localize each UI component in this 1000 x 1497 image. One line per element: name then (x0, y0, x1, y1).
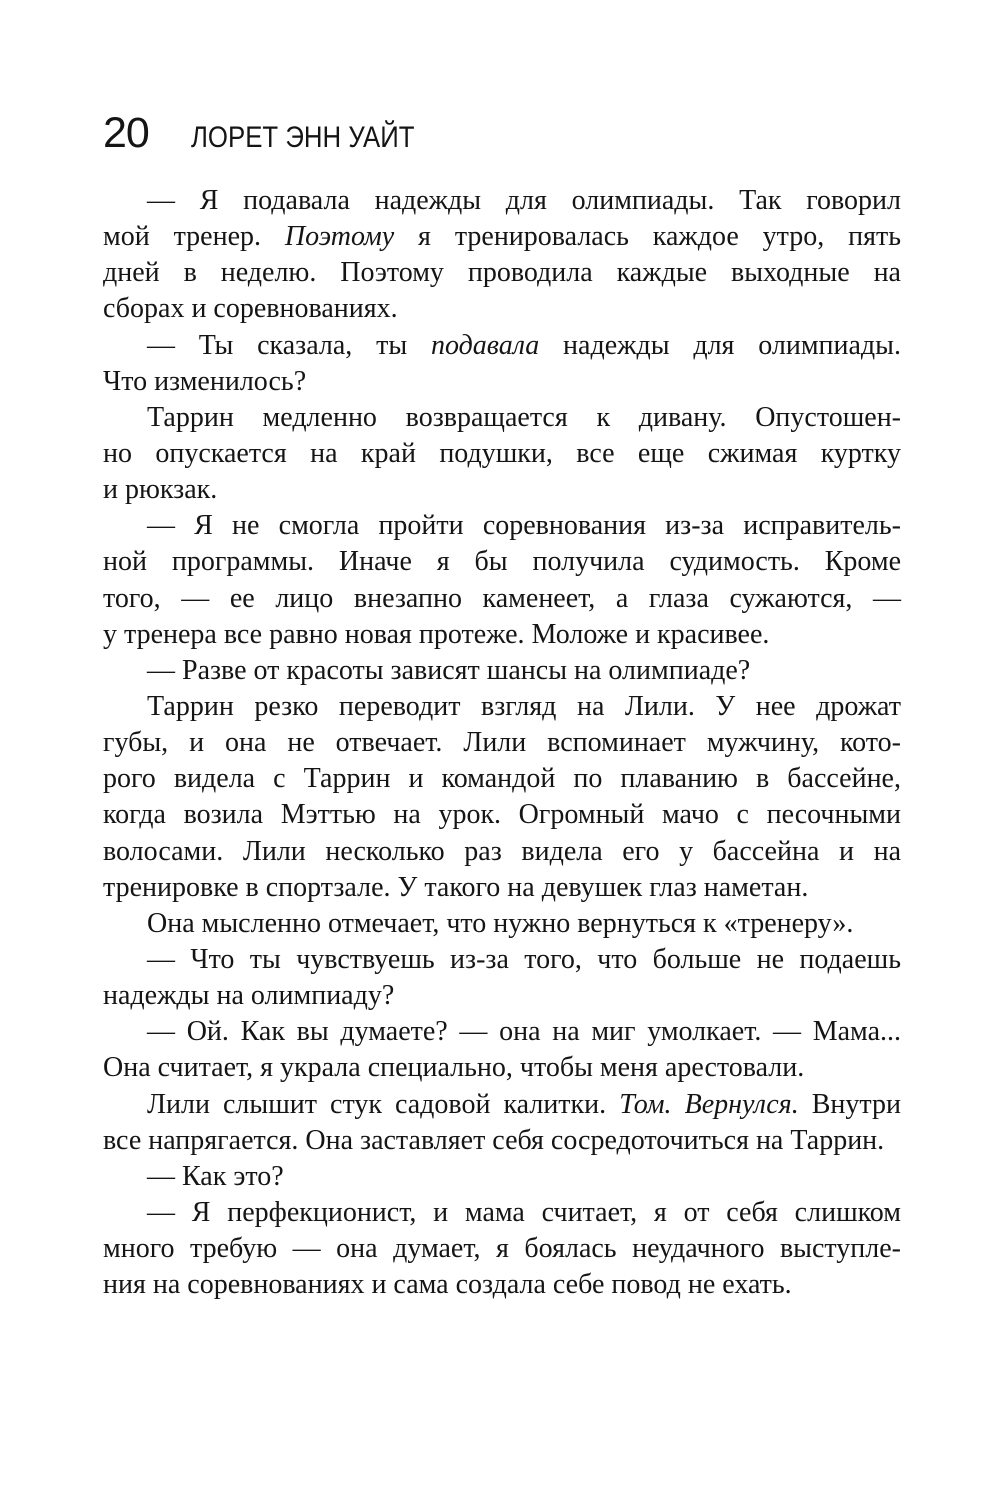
text-run: ния на соревнованиях и сама создала себе повод не ехать. (103, 1269, 792, 1301)
text-run: — Я не смогла пройти соревнования из-за исправитель- (147, 510, 901, 542)
text-line (103, 400, 901, 436)
text-line (103, 689, 901, 725)
text-run: — Я перфекционист, и мама считает, я от себя слишком (147, 1196, 901, 1228)
text-run: — Ты сказала, ты (147, 329, 431, 361)
text-run: того, — ее лицо внезапно каменеет, а глаза сужаются, — (103, 582, 901, 614)
italic-text: Поэтому (284, 221, 395, 253)
text-run: Таррин медленно возвращается к дивану. Опустошен- (147, 401, 901, 433)
text-line (103, 472, 901, 508)
text-run: Лили слышит стук садовой калитки. (147, 1088, 620, 1120)
text-line (103, 581, 901, 617)
text-line (103, 328, 901, 364)
text-line (103, 255, 901, 291)
text-run: ной программы. Иначе я бы получила судимость. Кроме (103, 546, 901, 578)
text-run: Она мысленно отмечает, что нужно вернуться к «тренеру». (147, 907, 854, 939)
text-run: надежды на олимпиаду? (103, 980, 395, 1012)
text-line (103, 1267, 901, 1303)
text-run: губы, и она не отвечает. Лили вспоминает мужчину, кото- (103, 727, 901, 759)
text-line (103, 1195, 901, 1231)
text-line (103, 1014, 901, 1050)
text-run: — Что ты чувствуешь из-за того, что больше не подаешь (147, 943, 901, 975)
text-run: много требую — она думает, я боялась неудачного выступле- (103, 1233, 901, 1265)
text-line (103, 1050, 901, 1086)
text-line (103, 508, 901, 544)
text-run: — Как это? (147, 1160, 284, 1192)
text-line (103, 544, 901, 580)
text-line (103, 761, 901, 797)
running-head: ЛОРЕТ ЭНН УАЙТ (190, 121, 415, 154)
text-run: — Я подавала надежды для олимпиады. Так говорил (147, 185, 901, 216)
page-number: 20 (103, 109, 149, 157)
text-run: у тренера все равно новая протеже. Моложе и красивее. (103, 618, 770, 650)
text-line (103, 978, 901, 1014)
text-run: Она считает, я украла специально, чтобы меня арестовали. (103, 1052, 805, 1084)
text-run: я тренировалась каждое утро, пять (394, 221, 901, 253)
text-run: мой тренер. (103, 221, 285, 253)
text-line (103, 291, 901, 327)
text-run: — Ой. Как вы думаете? — она на миг умолкает. — Мама... (147, 1016, 901, 1048)
text-run: и рюкзак. (103, 474, 218, 506)
text-line (103, 1087, 901, 1123)
text-line (103, 436, 901, 472)
text-line (103, 870, 901, 906)
text-line (103, 1231, 901, 1267)
text-run: Таррин резко переводит взгляд на Лили. У нее дрожат (147, 690, 901, 722)
text-run: тренировке в спортзале. У такого на девушек глаз наметан. (103, 871, 809, 903)
text-line (103, 219, 901, 255)
text-run: Что изменилось? (103, 365, 307, 397)
text-run: когда возила Мэттью на урок. Огромный мачо с песочными (103, 799, 901, 831)
text-line (103, 1123, 901, 1159)
text-line (103, 797, 901, 833)
text-run: рого видела с Таррин и командой по плаванию в бассейне, (103, 763, 901, 795)
text-run: Внутри (798, 1088, 901, 1120)
body-text (103, 183, 901, 1303)
text-line (103, 617, 901, 653)
text-line (103, 1159, 901, 1195)
text-run: дней в неделю. Поэтому проводила каждые выходные на (103, 257, 901, 289)
text-line (103, 653, 901, 689)
text-run: сборах и соревнованиях. (103, 293, 398, 325)
text-line (103, 906, 901, 942)
text-run: но опускается на край подушки, все еще сжимая куртку (103, 437, 901, 469)
page-header (103, 103, 451, 163)
text-line (103, 725, 901, 761)
text-run: надежды для олимпиады. (539, 329, 901, 361)
text-line (103, 834, 901, 870)
text-run: волосами. Лили несколько раз видела его у бассейна и на (103, 835, 901, 867)
italic-text: подавала (430, 329, 540, 361)
text-line (103, 183, 901, 219)
text-run: все напрягается. Она заставляет себя сосредоточиться на Таррин. (103, 1124, 885, 1156)
text-line (103, 942, 901, 978)
text-line (103, 364, 901, 400)
italic-text: Том. Вернулся. (619, 1088, 799, 1120)
text-run: — Разве от красоты зависят шансы на олимпиаде? (147, 654, 751, 686)
